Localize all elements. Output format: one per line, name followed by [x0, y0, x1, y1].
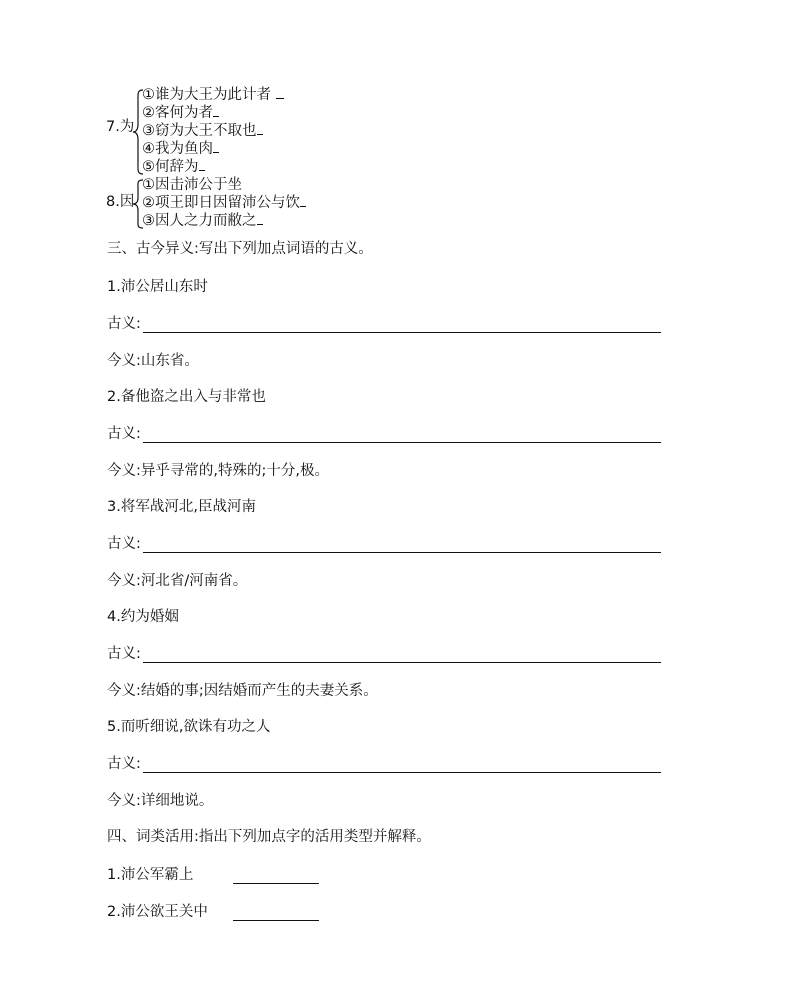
- answer-blank[interactable]: [233, 906, 319, 921]
- answer-blank[interactable]: [143, 318, 661, 333]
- answer-row-2: [107, 425, 661, 443]
- group-8-label: 8.因: [106, 194, 135, 210]
- group-7-items: [142, 86, 284, 176]
- gu-label: 古义:: [107, 646, 141, 662]
- group-8-item: ②项王即日因留沛公与饮: [142, 194, 306, 212]
- answer-row-3: [107, 535, 661, 553]
- jin-yi-3: 今义:河北省/河南省。: [107, 573, 248, 589]
- answer-blank[interactable]: [143, 758, 661, 773]
- group-7-item: ⑤何辞为: [142, 158, 284, 176]
- group-7-item: ①谁为大王为此计者: [142, 86, 284, 104]
- section-4-item-1: 1.沛公军霸上: [107, 866, 319, 884]
- jin-yi-2: 今义:异乎寻常的,特殊的;十分,极。: [107, 463, 329, 479]
- gu-label: 古义:: [107, 426, 141, 442]
- question-1: 1.沛公居山东时: [107, 279, 208, 295]
- gu-label: 古义:: [107, 756, 141, 772]
- question-2: 2.备他盗之出入与非常也: [107, 389, 266, 405]
- question-group-8: [106, 176, 406, 232]
- answer-row-5: [107, 755, 661, 773]
- answer-blank[interactable]: [143, 538, 661, 553]
- question-5: 5.而听细说,欲诛有功之人: [107, 719, 271, 735]
- group-7-item: ④我为鱼肉: [142, 140, 284, 158]
- question-4: 4.约为婚姻: [107, 609, 179, 625]
- answer-blank[interactable]: [143, 428, 661, 443]
- jin-yi-4: 今义:结婚的事;因结婚而产生的夫妻关系。: [107, 683, 378, 699]
- answer-blank[interactable]: [233, 869, 319, 884]
- answer-row-1: [107, 315, 661, 333]
- group-7-item: ②客何为者: [142, 104, 284, 122]
- group-8-items: [142, 176, 306, 230]
- group-8-item: ①因击沛公于坐: [142, 177, 242, 193]
- jin-yi-5: 今义:详细地说。: [107, 793, 214, 809]
- section-4-item-2: 2.沛公欲王关中: [107, 903, 319, 921]
- group-8-item: ③因人之力而敝之: [142, 212, 306, 230]
- group-7-item: ③窃为大王不取也: [142, 122, 284, 140]
- gu-label: 古义:: [107, 536, 141, 552]
- section-4-heading: 四、词类活用:指出下列加点字的活用类型并解释。: [107, 829, 431, 845]
- gu-label: 古义:: [107, 316, 141, 332]
- jin-yi-1: 今义:山东省。: [107, 353, 199, 369]
- question-group-7: [106, 86, 406, 178]
- group-7-label: 7.为: [106, 119, 135, 135]
- question-3: 3.将军战河北,臣战河南: [107, 499, 256, 515]
- section-3-heading: 三、古今异义:写出下列加点词语的古义。: [107, 241, 373, 257]
- answer-row-4: [107, 645, 661, 663]
- answer-blank[interactable]: [143, 648, 661, 663]
